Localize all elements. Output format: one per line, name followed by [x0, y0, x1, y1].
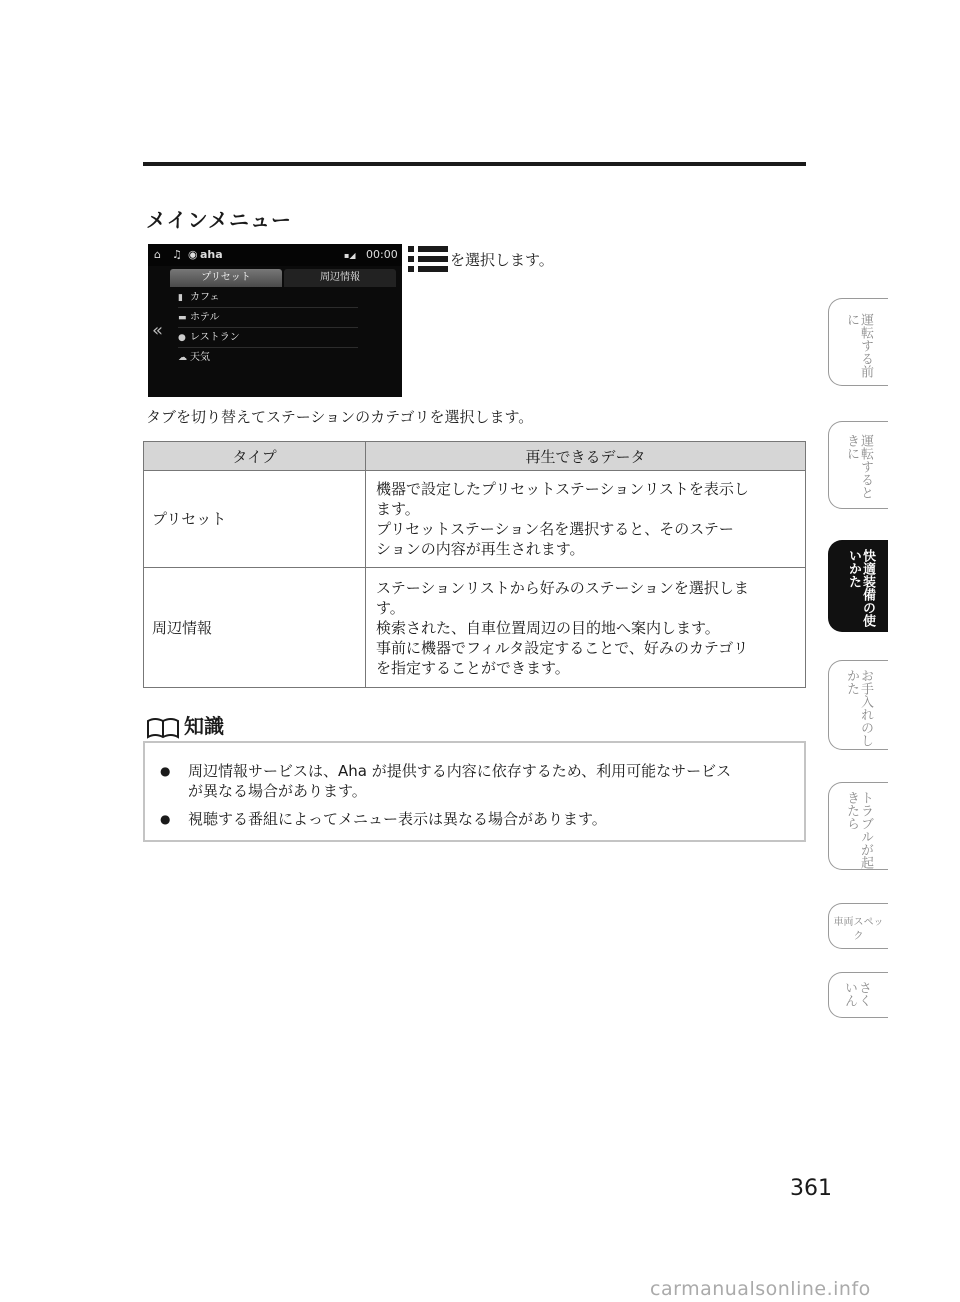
- signal-icon: ▪◢: [344, 251, 356, 260]
- music-note-icon: ♫: [172, 248, 182, 261]
- tab-instruction: タブを切り替えてステーションのカテゴリを選択します。: [146, 408, 534, 426]
- list-item[interactable]: [178, 309, 358, 328]
- aha-logo-icon: ◉: [188, 248, 198, 261]
- list-item-label: 天気: [190, 352, 210, 363]
- side-tab-maintenance[interactable]: お手入れのしかた: [828, 660, 888, 750]
- data-type-table: [143, 441, 806, 688]
- home-icon: ⌂: [154, 248, 161, 261]
- list-item-label: カフェ: [190, 292, 220, 303]
- bullet-icon: ●: [160, 764, 171, 778]
- bed-icon: ▬: [178, 313, 187, 323]
- side-tab-index[interactable]: さくいん: [828, 972, 888, 1018]
- section-heading: メインメニュー: [146, 208, 292, 232]
- list-item[interactable]: [178, 289, 358, 308]
- menu-list-icon: [408, 246, 450, 272]
- app-name: aha: [200, 248, 223, 261]
- list-item[interactable]: [178, 349, 358, 367]
- side-tab-troubleshooting[interactable]: トラブルが起きたら: [828, 782, 888, 870]
- book-icon: [146, 717, 180, 739]
- knowledge-box: [143, 741, 806, 842]
- side-tab-comfort-equipment[interactable]: 快適装備の使いかた: [828, 540, 888, 632]
- clock: 00:00: [366, 248, 398, 261]
- table-row: [144, 568, 806, 688]
- head-unit-screen: [148, 244, 402, 397]
- screen-tabs: [170, 269, 396, 287]
- row-desc: 機器で設定したプリセットステーションリストを表示し ます。 プリセットステーション名を選択すると、そのステー ションの内容が再生されます。: [366, 471, 806, 568]
- restaurant-icon: ●: [178, 333, 186, 343]
- tab-preset[interactable]: プリセット: [170, 269, 282, 287]
- side-tab-specs[interactable]: 車両スペック: [828, 903, 888, 949]
- knowledge-title: 知識: [184, 714, 224, 738]
- status-bar: [148, 244, 402, 266]
- back-chevron-icon[interactable]: «: [152, 320, 164, 341]
- side-tab-before-driving[interactable]: 運転する前に: [828, 298, 888, 386]
- list-item-label: ホテル: [190, 312, 220, 323]
- table-header-row: [144, 442, 806, 471]
- menu-instruction: を選択します。: [450, 251, 554, 269]
- header-type: タイプ: [144, 442, 366, 471]
- list-item: ● 視聴する番組によってメニュー表示は異なる場合があります。: [160, 810, 607, 828]
- side-tab-while-driving[interactable]: 運転するときに: [828, 421, 888, 509]
- header-data: 再生できるデータ: [366, 442, 806, 471]
- weather-icon: ☁: [178, 353, 187, 363]
- row-type: 周辺情報: [144, 568, 366, 688]
- list-item: ● 周辺情報サービスは、Aha が提供する内容に依存するため、利用可能なサービス が異なる場合があります。: [160, 762, 732, 800]
- knowledge-heading: [146, 710, 224, 739]
- list-item-label: レストラン: [190, 332, 240, 343]
- tab-nearby[interactable]: 周辺情報: [284, 269, 396, 287]
- cup-icon: ▮: [178, 293, 183, 303]
- list-item[interactable]: [178, 329, 358, 348]
- table-row: [144, 471, 806, 568]
- page-number: 361: [790, 1176, 832, 1201]
- bullet-icon: ●: [160, 812, 171, 826]
- row-desc: ステーションリストから好みのステーションを選択しま す。 検索された、自車位置周辺の目的地へ案内します。 事前に機器でフィルタ設定することで、好みのカテゴリ を指定することができます。: [366, 568, 806, 688]
- row-type: プリセット: [144, 471, 366, 568]
- footer-watermark: carmanualsonline.info: [650, 1278, 871, 1300]
- top-rule: [143, 162, 806, 166]
